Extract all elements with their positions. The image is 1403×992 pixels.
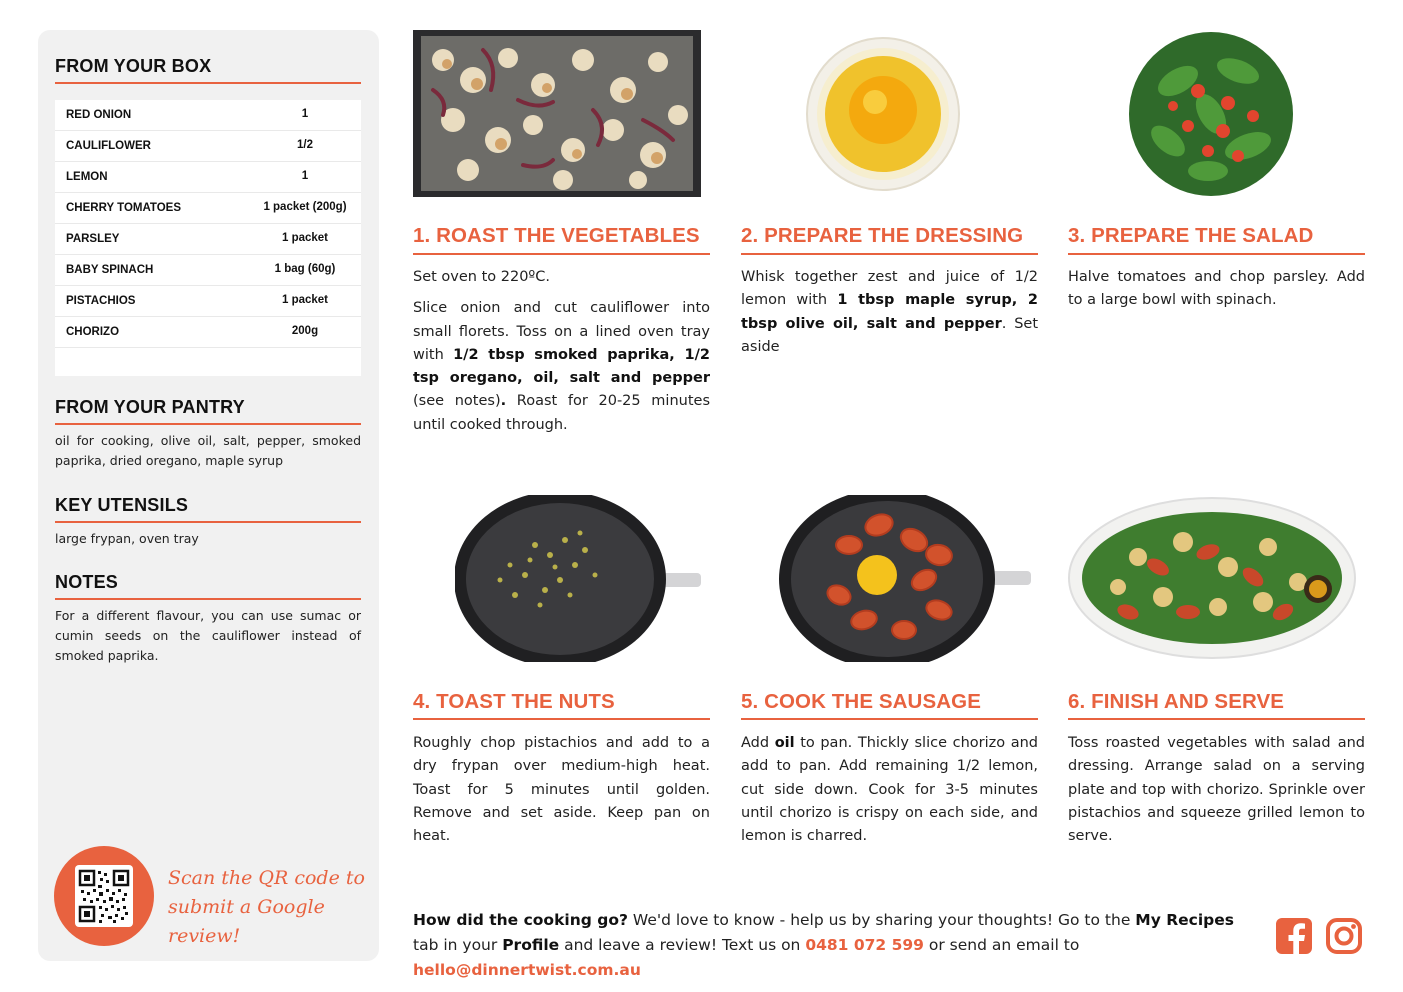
step-3-text: Halve tomatoes and chop parsley. Add to a large bowl with spinach. <box>1068 269 1365 309</box>
qr-caption-line: submit a Google review! <box>168 896 325 947</box>
table-row <box>55 224 361 255</box>
step-2-title: 2. PREPARE THE DRESSING <box>741 224 1024 247</box>
instagram-icon[interactable] <box>1325 917 1363 955</box>
step-6-text: Toss roasted vegetables with salad and dressing. Arrange salad on a serving plate and top with chorizo. Sprinkle over pistachios and squeeze grilled lemon to serve. <box>1068 735 1365 845</box>
ingredient-qty: 1 packet (200g) <box>263 201 347 213</box>
from-your-box-heading: FROM YOUR BOX <box>55 56 212 76</box>
plated-salad-image <box>1068 497 1356 659</box>
step-1-text: Set oven to 220ºC. <box>413 269 550 285</box>
step-5-body <box>741 732 1038 856</box>
ingredient-qty: 1/2 <box>297 139 313 151</box>
divider <box>1068 718 1365 720</box>
table-row <box>55 131 361 162</box>
step-5-title: 5. COOK THE SAUSAGE <box>741 690 981 713</box>
ingredient-qty: 1 packet <box>281 294 329 306</box>
divider <box>55 82 361 84</box>
from-your-pantry-heading: FROM YOUR PANTRY <box>55 397 245 417</box>
table-row <box>55 255 361 286</box>
ingredient-qty: 1 packet <box>281 232 329 244</box>
qr-caption-line: Scan the QR code to <box>168 867 365 889</box>
ingredient-qty: 1 <box>301 170 309 182</box>
step-3-body <box>1068 266 1365 321</box>
step-4-text: Roughly chop pistachios and add to a dry frypan over medium-high heat. Toast for 5 minutes until golden. Remove and set aside. Keep pan on heat. <box>413 735 710 845</box>
qr-code-badge[interactable] <box>54 846 154 946</box>
dressing-bowl-image <box>805 36 961 192</box>
table-row <box>55 193 361 224</box>
email-link[interactable]: hello@dinnertwist.com.au <box>413 961 641 979</box>
step-1-title: 1. ROAST THE VEGETABLES <box>413 224 700 247</box>
step-1-body <box>413 266 710 445</box>
ingredient-qty: 200g <box>291 325 319 337</box>
step-6-body <box>1068 732 1365 856</box>
sidebar <box>38 30 379 961</box>
step-1-text: Slice onion and cut cauliflower into small florets. Toss on a lined oven tray with 1/2 tbsp smoked paprika, 1/2 tsp oregano, oil, salt and pepper (see notes). Roast for 20-25 minutes until cooked through. <box>413 300 711 433</box>
ingredient-name: LEMON <box>66 171 108 183</box>
divider <box>741 718 1038 720</box>
divider <box>55 521 361 523</box>
divider <box>55 598 361 600</box>
step-4-body <box>413 732 710 856</box>
ingredients-table <box>55 100 361 376</box>
roasted-vegetables-image <box>413 30 701 197</box>
qr-caption <box>168 864 368 951</box>
step-6-title: 6. FINISH AND SERVE <box>1068 690 1285 713</box>
pantry-text: oil for cooking, olive oil, salt, pepper, smoked paprika, dried oregano, maple syrup <box>55 433 361 468</box>
ingredient-name: RED ONION <box>66 109 132 121</box>
divider <box>413 253 710 255</box>
salad-bowl-image <box>1128 31 1294 197</box>
ingredient-name: CHORIZO <box>66 326 120 338</box>
table-row <box>55 286 361 317</box>
table-row <box>55 317 361 348</box>
step-2-body <box>741 266 1038 367</box>
table-row <box>55 100 361 131</box>
phone-link[interactable]: 0481 072 599 <box>805 936 924 954</box>
ingredient-name: PARSLEY <box>66 233 120 245</box>
ingredient-qty: 1 bag (60g) <box>274 263 336 275</box>
divider <box>413 718 710 720</box>
step-5-text: Add oil to pan. Thickly slice chorizo and add to pan. Add remaining 1/2 lemon, cut side down. Cook for 3-5 minutes until chorizo is crispy on each side, and lemon is charred. <box>741 735 1038 845</box>
step-3-title: 3. PREPARE THE SALAD <box>1068 224 1314 247</box>
ingredient-name: CHERRY TOMATOES <box>66 202 182 214</box>
frypan-pistachios-image <box>455 495 701 662</box>
footer-review-text: How did the cooking go? We'd love to know - help us by sharing your thoughts! Go to the My Recipes tab in your Profile and leave a review! Text us on 0481 072 599 or send an email to hello@dinnertwist.com.au <box>413 911 1234 979</box>
step-4-title: 4. TOAST THE NUTS <box>413 690 615 713</box>
step-2-text: Whisk together zest and juice of 1/2 lemon with 1 tbsp maple syrup, 2 tbsp olive oil, salt and pepper. Set aside <box>741 269 1038 355</box>
ingredient-name: PISTACHIOS <box>66 295 136 307</box>
ingredient-name: BABY SPINACH <box>66 264 154 276</box>
frypan-chorizo-image <box>779 495 1031 662</box>
table-row <box>55 162 361 193</box>
notes-text: For a different flavour, you can use sumac or cumin seeds on the cauliflower instead of smoked paprika. <box>55 608 361 663</box>
facebook-icon[interactable] <box>1275 917 1313 955</box>
divider <box>1068 253 1365 255</box>
notes-heading: NOTES <box>55 572 119 592</box>
ingredient-qty: 1 <box>301 108 309 120</box>
divider <box>741 253 1038 255</box>
ingredient-name: CAULIFLOWER <box>66 140 151 152</box>
utensils-text: large frypan, oven tray <box>55 531 199 546</box>
divider <box>55 423 361 425</box>
key-utensils-heading: KEY UTENSILS <box>55 495 189 515</box>
qr-code-icon[interactable] <box>75 865 133 927</box>
